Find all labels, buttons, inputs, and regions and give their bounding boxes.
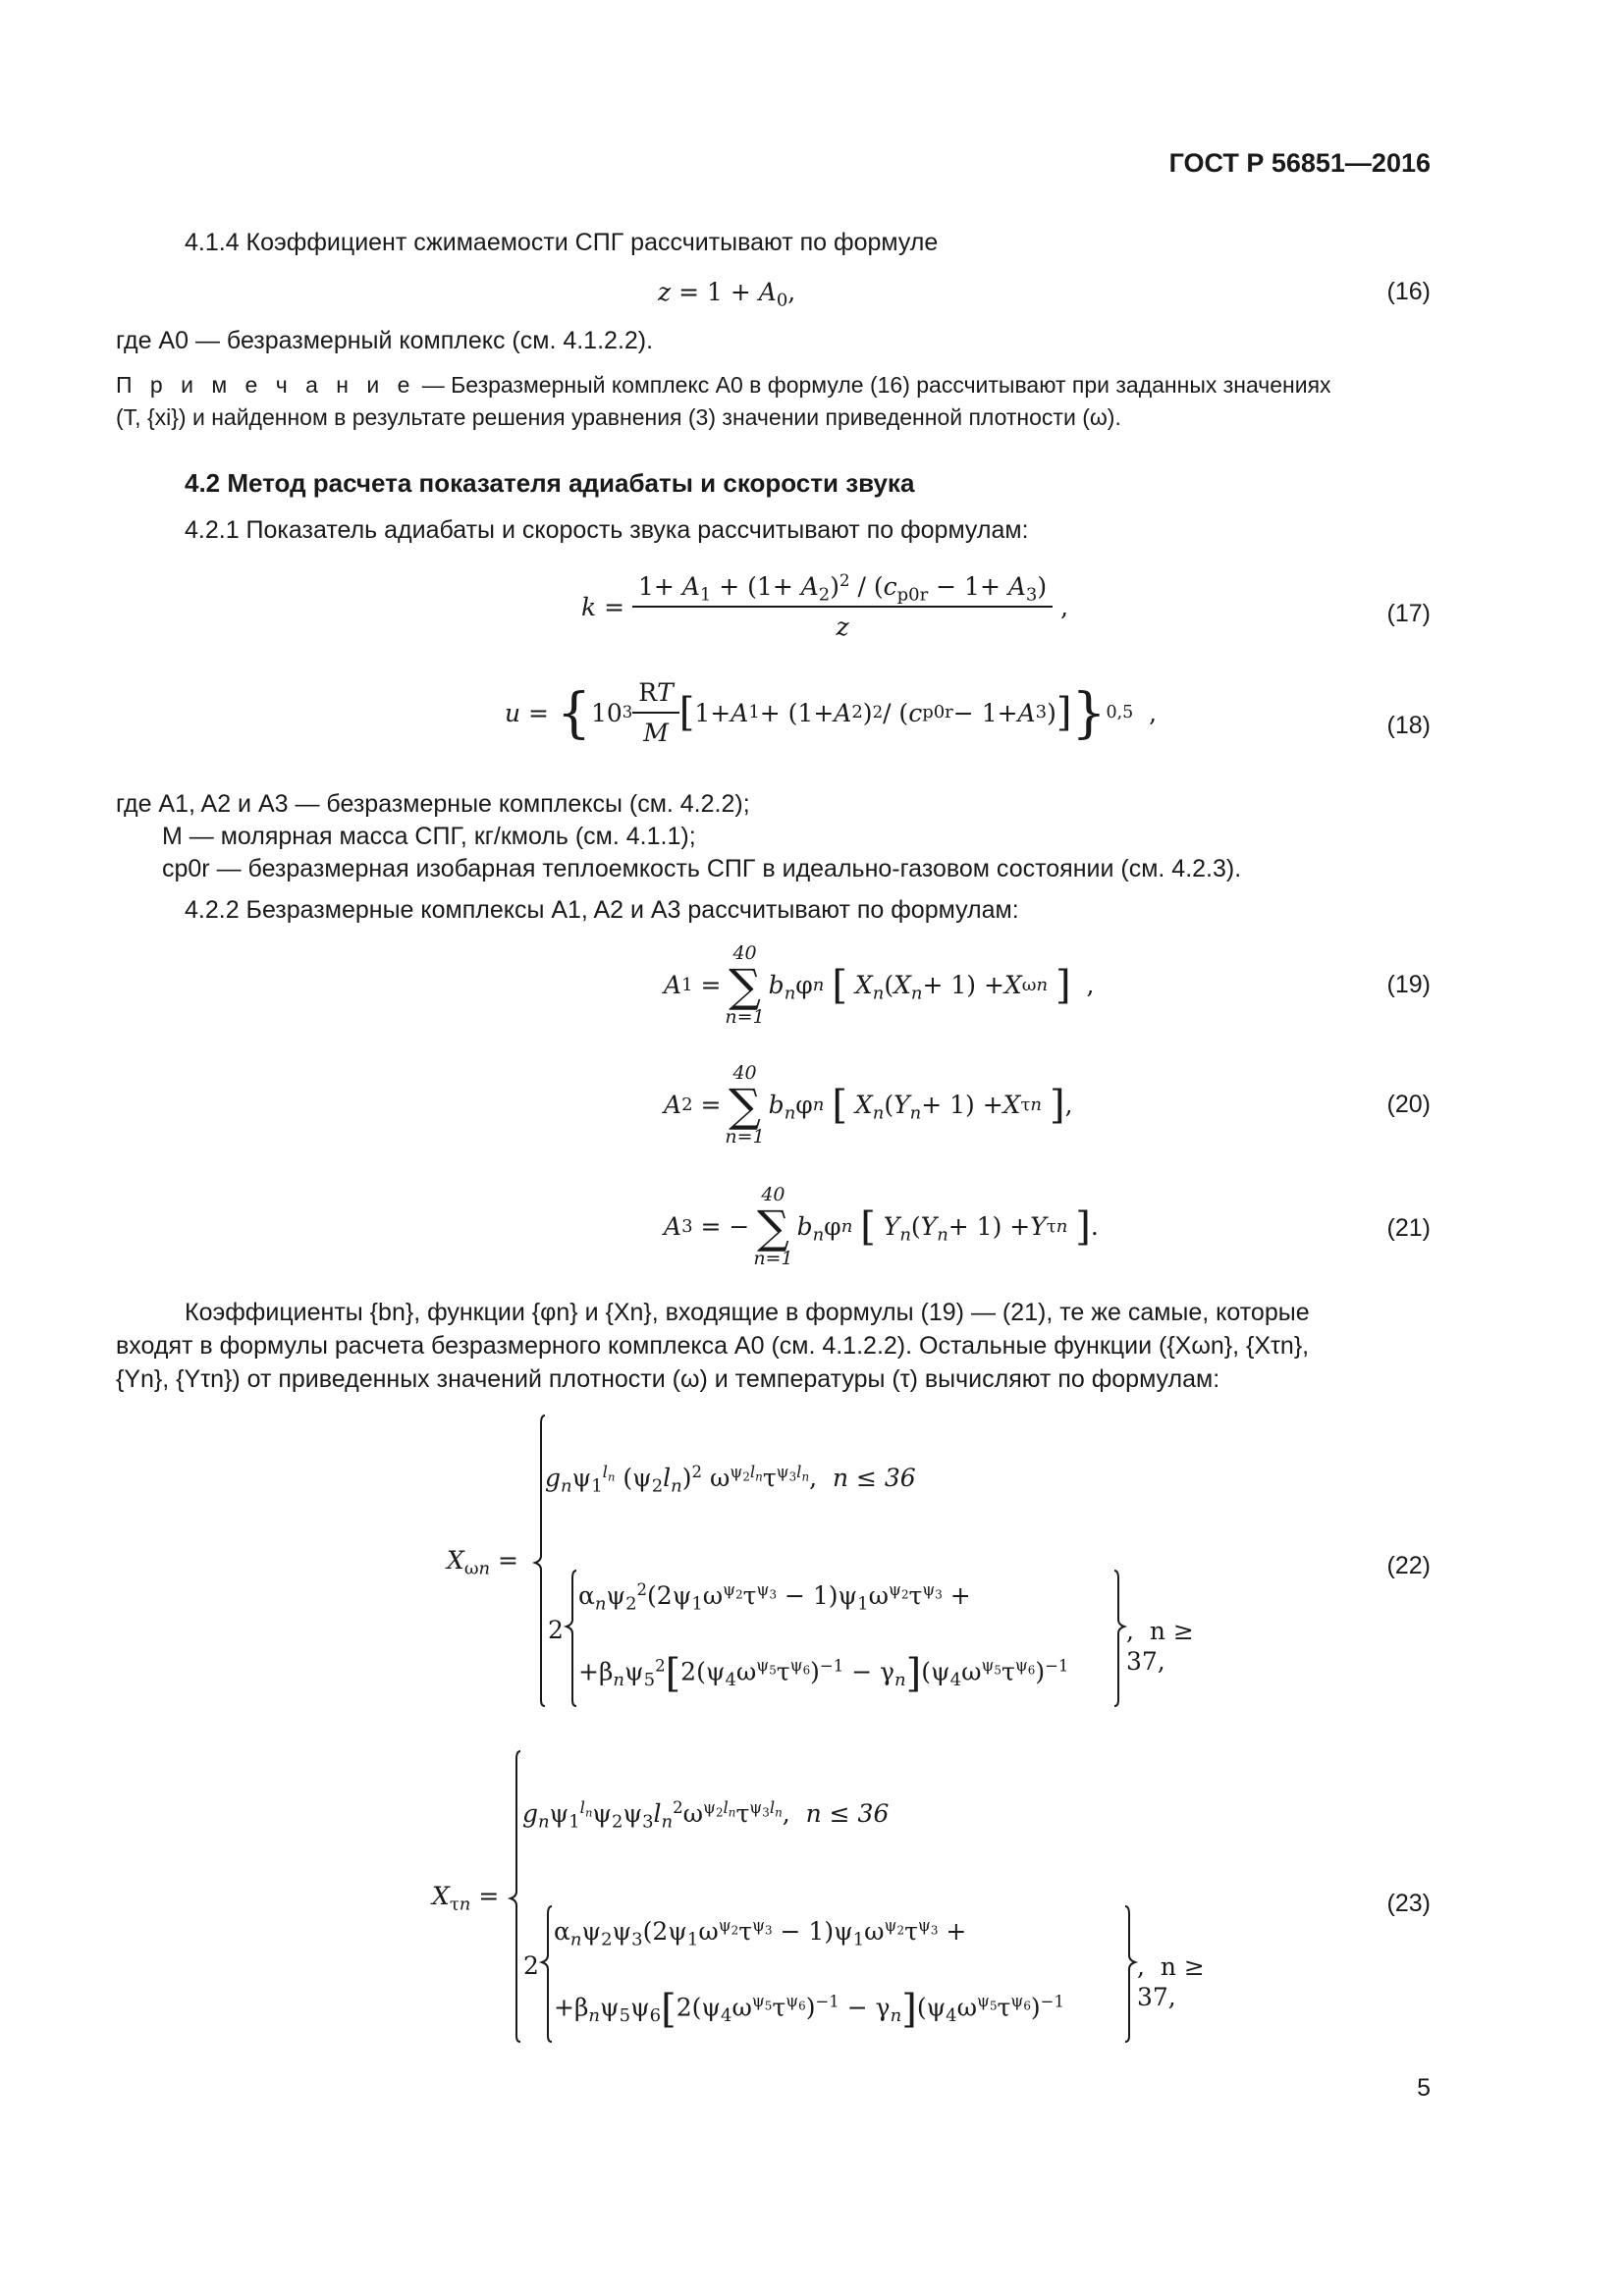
equation-number-20: (20) — [1386, 1091, 1431, 1118]
where-a0: где A0 — безразмерный комплекс (см. 4.1.2.2). — [116, 327, 654, 354]
note-block — [116, 369, 1432, 435]
cond-le36-22: n ≤ 36 — [832, 1464, 916, 1492]
coef-line-1: Коэффициенты {bn}, функции {φn} и {Xn}, входящие в формулы (19) — (21), те же самые, которые — [185, 1299, 1310, 1326]
formula-16: $z = 1 + A_0$, — [658, 278, 796, 311]
note-text-2: (T, {xi}) и найденном в результате решения уравнения (3) значении приведенной плотности (ω). — [116, 404, 1121, 431]
section-heading-4-2: 4.2 Метод расчета показателя адиабаты и скорости звука — [185, 468, 915, 498]
paragraph-4-2-1: 4.2.1 Показатель адиабаты и скорость звука рассчитывают по формулам: — [185, 516, 1029, 544]
note-label: П р и м е ч а н и е — [116, 372, 416, 398]
equation-number-23: (23) — [1386, 1890, 1431, 1917]
document-header: ГОСТ Р 56851—2016 — [1168, 148, 1431, 178]
formula-21: A 3 = − 40 ∑ n=1 $b_n$ φ n [ $Y_n$ ( $Y_n$ + 1) + Y τn ] . — [664, 1184, 1099, 1269]
formula-23: $X_{\tau n}$ = $g_n\psi_1^{l_n}\psi_2\psi_3l_n^2\omega^{\psi_2l_n}\tau^{\psi_3l_n}$, n ≤ 36 2 $\alpha_n\psi_2\psi_3(2\psi_1\omega^{\psi_2}\tau^{\psi_3} - 1)\psi_1\omega^{\psi_2}\tau^{\psi_3}$ + $+\beta_n\psi_5\psi_6[2(\psi_4\omega^{\psi_5}\tau^{\psi_6})^{-1} - \gamma_n](\psi_4\omega^{\psi_5}\tau^{\psi_6})^{-1}$ , n ≥ 37, — [432, 1749, 1247, 2044]
equation-number-22: (22) — [1386, 1552, 1431, 1579]
formula-18: u = { 10 3 $\frac{RT}{M}$ [ 1+ A 1 + (1+ A 2 ) 2 / ( c p0r − 1+ A 3 ) ] } 0,5 , — [505, 678, 1158, 748]
formula-19: A 1 = 40 ∑ n=1 $b_n$ φ n [ $X_n$ ( $X_n$ + 1) + X ωn ] , — [664, 942, 1095, 1028]
note-text-1: — Безразмерный комплекс A0 в формуле (16) рассчитывают при заданных значениях — [415, 372, 1331, 398]
where-m: M — молярная масса СПГ, кг/кмоль (см. 4.1.1); — [162, 823, 696, 850]
formula-22: $X_{\omega n}$ = $g_n\psi_1^{l_n}$ $(\psi_2l_n)^2$ $\omega^{\psi_2l_n}\tau^{\psi_3l_n}$, n ≤ 36 2 $\alpha_n\psi_2^2(2\psi_1\omega^{\psi_2}\tau^{\psi_3} - 1)\psi_1\omega^{\psi_2}\tau^{\psi_3}$ + $+\beta_n\psi_5^2[2(\psi_4\omega^{\psi_5}\tau^{\psi_6})^{-1} - \gamma_n](\psi_4\omega^{\psi_5}\tau^{\psi_6})^{-1}$ , n ≥ 37, — [447, 1414, 1232, 1708]
page-number: 5 — [1417, 2074, 1431, 2102]
where-cp0r: cp0r — безразмерная изобарная теплоемкость СПГ в идеально-газовом состоянии (см. 4.2.3). — [162, 855, 1242, 882]
cond-le36-23: n ≤ 36 — [805, 1799, 890, 1828]
formula-17: k = $\frac{1+ A_1 + (1+ A_2)^2 / (c_{p0r} - 1+ A_3)}{z}$ , — [581, 570, 1069, 642]
where-a1-a3: где A1, A2 и A3 — безразмерные комплексы (см. 4.2.2); — [116, 790, 750, 818]
equation-number-21: (21) — [1386, 1214, 1431, 1242]
equation-number-18: (18) — [1386, 712, 1431, 739]
coef-line-3: {Yn}, {Yτn}) от приведенных значений плотности (ω) и температуры (τ) вычисляют по формулам: — [116, 1365, 1220, 1393]
equation-number-17: (17) — [1386, 600, 1431, 627]
equation-number-16: (16) — [1386, 278, 1431, 305]
paragraph-4-1-4: 4.1.4 Коэффициент сжимаемости СПГ рассчитывают по формуле — [185, 229, 939, 256]
cond-ge37-22: n ≥ 37, — [1126, 1617, 1194, 1677]
formula-20: A 2 = 40 ∑ n=1 $b_n$ φ n [ $X_n$ ( $Y_n$ + 1) + X τn ] , — [664, 1062, 1073, 1148]
paragraph-4-2-2: 4.2.2 Безразмерные комплексы A1, A2 и A3 рассчитывают по формулам: — [185, 896, 1019, 924]
coef-line-2: входят в формулы расчета безразмерного комплекса A0 (см. 4.1.2.2). Остальные функции ({Xωn}, {Xτn}, — [116, 1332, 1310, 1360]
equation-number-19: (19) — [1386, 971, 1431, 998]
cond-ge37-23: n ≥ 37, — [1137, 1952, 1205, 2012]
